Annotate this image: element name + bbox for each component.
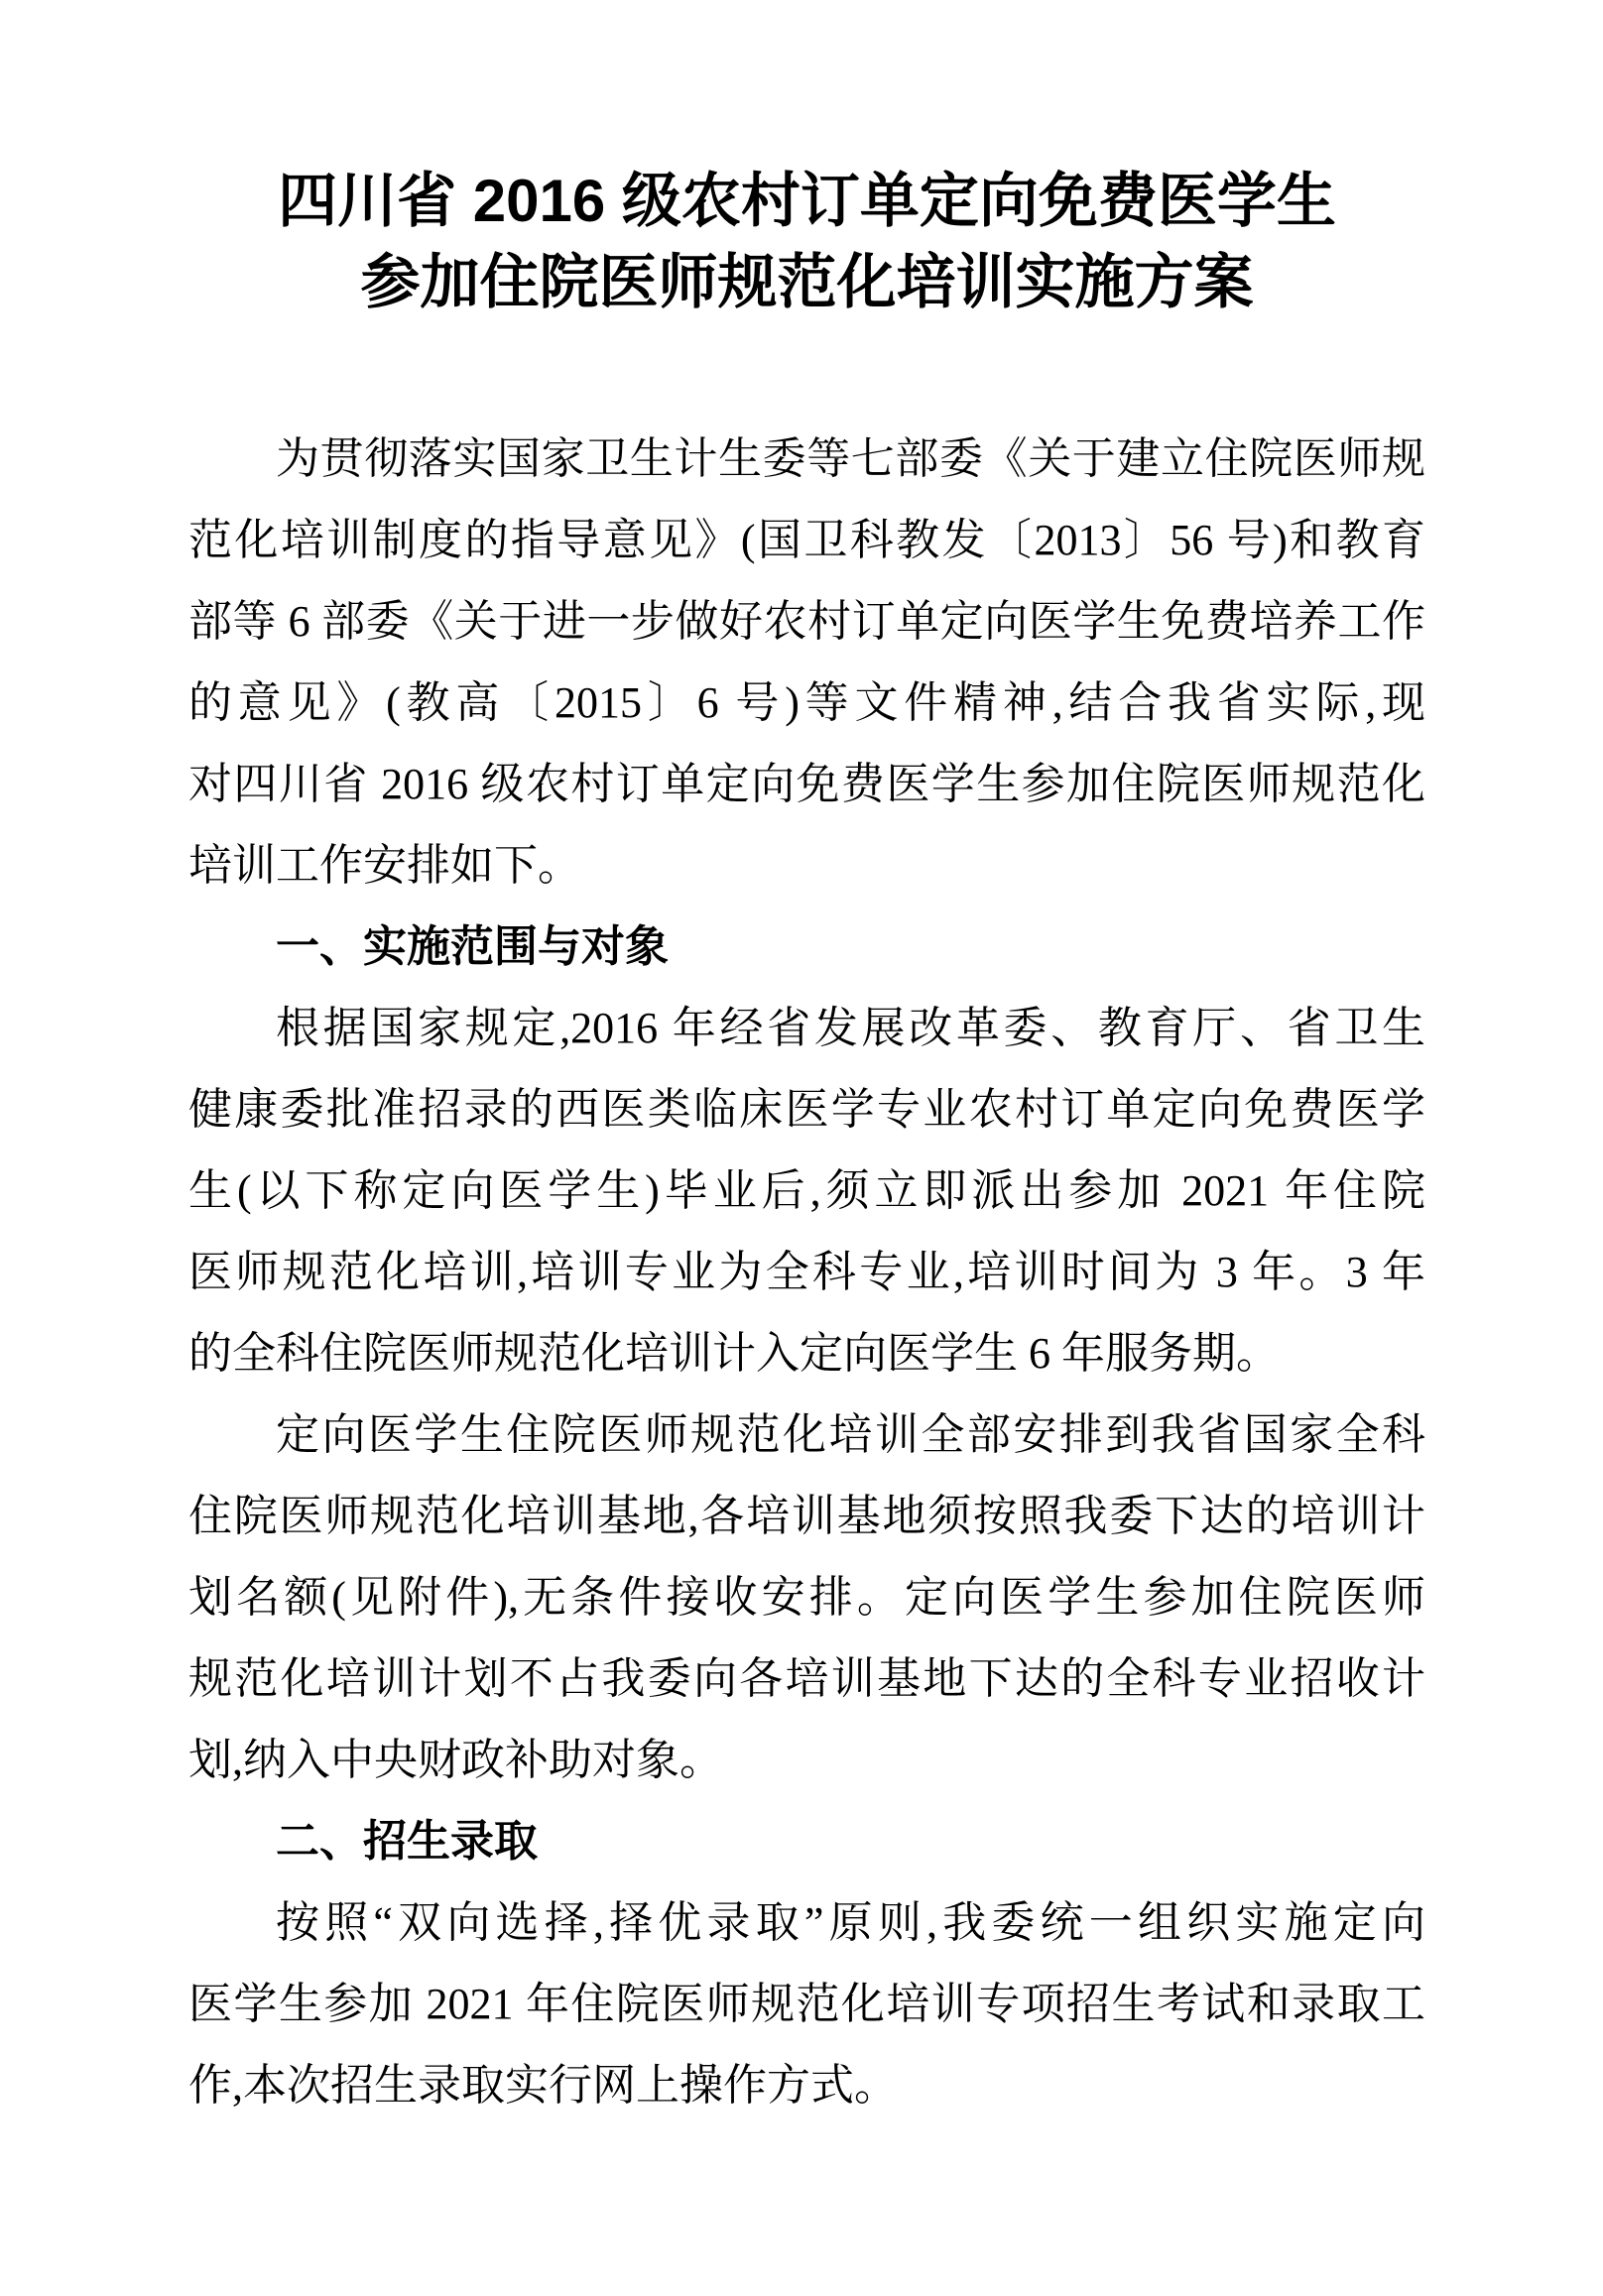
body-line: 医师规范化培训,培训专业为全科专业,培训时间为 3 年。3 年	[188, 1248, 1425, 1296]
title-line-2: 参加住院医师规范化培训实施方案	[360, 249, 1254, 315]
body-line: 按照“双向选择,择优录取”原则,我委统一组织实施定向	[276, 1898, 1425, 1947]
body-line: 的全科住院医师规范化培训计入定向医学生 6 年服务期。	[188, 1329, 1280, 1378]
document-body	[188, 419, 1425, 2126]
body-line: 根据国家规定,2016 年经省发展改革委、教育厅、省卫生	[276, 1004, 1425, 1052]
body-line: 部等 6 部委《关于进一步做好农村订单定向医学生免费培养工作	[188, 597, 1425, 646]
title-line-1: 四川省 2016 级农村订单定向免费医学生	[278, 168, 1336, 234]
body-line: 生(以下称定向医学生)毕业后,须立即派出参加 2021 年住院	[188, 1166, 1425, 1215]
body-line: 作,本次招生录取实行网上操作方式。	[188, 2061, 898, 2110]
body-line: 住院医师规范化培训基地,各培训基地须按照我委下达的培训计	[188, 1492, 1425, 1540]
body-line: 定向医学生住院医师规范化培训全部安排到我省国家全科	[276, 1410, 1425, 1459]
body-line: 对四川省 2016 级农村订单定向免费医学生参加住院医师规范化	[188, 760, 1425, 808]
body-line: 培训工作安排如下。	[188, 841, 581, 890]
body-line: 的意见》(教高〔2015〕6 号)等文件精神,结合我省实际,现	[188, 678, 1425, 727]
body-line: 范化培训制度的指导意见》(国卫科教发〔2013〕56 号)和教育	[188, 516, 1425, 564]
body-line: 划名额(见附件),无条件接收安排。定向医学生参加住院医师	[188, 1573, 1425, 1622]
document-content	[188, 161, 1425, 2126]
section-heading-1: 一、实施范围与对象	[276, 922, 669, 971]
body-line: 医学生参加 2021 年住院医师规范化培训专项招生考试和录取工	[188, 1980, 1425, 2028]
body-line: 为贯彻落实国家卫生计生委等七部委《关于建立住院医师规	[276, 434, 1425, 483]
page-title	[188, 161, 1425, 323]
body-line: 规范化培训计划不占我委向各培训基地下达的全科专业招收计	[188, 1654, 1425, 1703]
section-heading-2: 二、招生录取	[276, 1817, 538, 1866]
body-line: 健康委批准招录的西医类临床医学专业农村订单定向免费医学	[188, 1085, 1425, 1134]
body-line: 划,纳入中央财政补助对象。	[188, 1736, 723, 1784]
